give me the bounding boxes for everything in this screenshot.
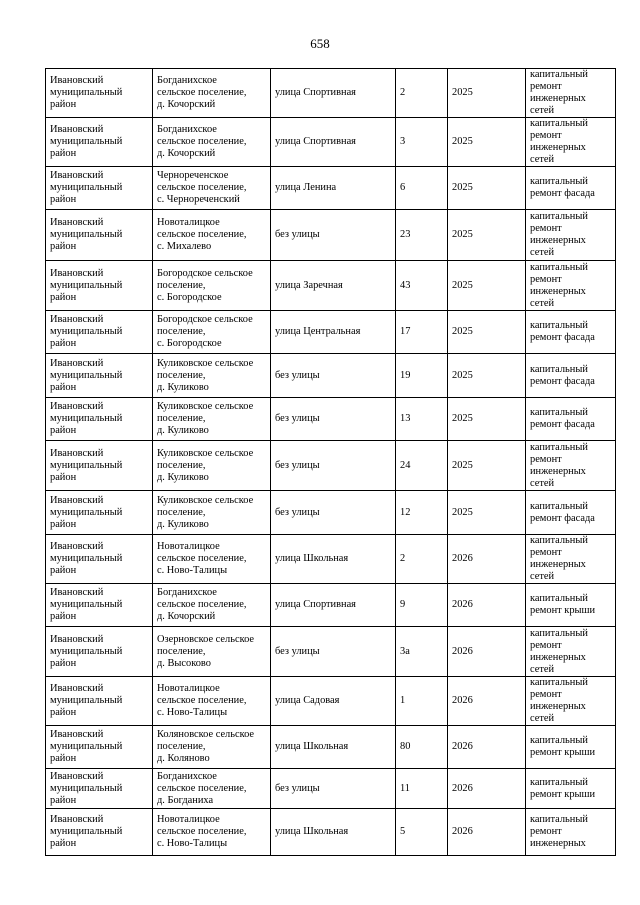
district-cell: Ивановский муниципальный район xyxy=(46,261,153,311)
settlement-cell: Чернореченское сельское поселение, с. Чернореченский xyxy=(153,167,271,210)
house-number-cell: 80 xyxy=(396,726,448,769)
year-cell: 2025 xyxy=(448,118,526,167)
street-cell: без улицы xyxy=(271,627,396,677)
work-type-cell: капитальный ремонт фасада xyxy=(526,354,616,398)
district-cell: Ивановский муниципальный район xyxy=(46,69,153,118)
table-row xyxy=(46,210,616,261)
house-number-cell: 1 xyxy=(396,677,448,726)
house-number-cell: 12 xyxy=(396,491,448,535)
work-type-cell: капитальный ремонт фасада xyxy=(526,167,616,210)
year-cell: 2025 xyxy=(448,491,526,535)
page-number: 658 xyxy=(310,36,330,51)
settlement-cell: Богородское сельское поселение, с. Богородское xyxy=(153,261,271,311)
year-cell: 2026 xyxy=(448,809,526,856)
work-type-cell: капитальный ремонт инженерных сетей xyxy=(526,627,616,677)
table-row xyxy=(46,69,616,118)
table-row xyxy=(46,311,616,354)
house-number-cell: 6 xyxy=(396,167,448,210)
housing-repair-table xyxy=(45,68,616,856)
settlement-cell: Богданихское сельское поселение, д. Богданиха xyxy=(153,769,271,809)
table-row xyxy=(46,809,616,856)
settlement-cell: Озерновское сельское поселение, д. Высоково xyxy=(153,627,271,677)
work-type-cell: капитальный ремонт фасада xyxy=(526,398,616,441)
work-type-cell: капитальный ремонт крыши xyxy=(526,726,616,769)
district-cell: Ивановский муниципальный район xyxy=(46,398,153,441)
street-cell: без улицы xyxy=(271,441,396,491)
settlement-cell: Куликовское сельское поселение, д. Куликово xyxy=(153,354,271,398)
year-cell: 2026 xyxy=(448,535,526,584)
table-row xyxy=(46,627,616,677)
settlement-cell: Новоталицкое сельское поселение, с. Ново-Талицы xyxy=(153,535,271,584)
street-cell: улица Спортивная xyxy=(271,584,396,627)
street-cell: улица Спортивная xyxy=(271,69,396,118)
table-row xyxy=(46,354,616,398)
district-cell: Ивановский муниципальный район xyxy=(46,809,153,856)
year-cell: 2026 xyxy=(448,584,526,627)
street-cell: улица Центральная xyxy=(271,311,396,354)
district-cell: Ивановский муниципальный район xyxy=(46,769,153,809)
year-cell: 2025 xyxy=(448,210,526,261)
settlement-cell: Богородское сельское поселение, с. Богородское xyxy=(153,311,271,354)
year-cell: 2026 xyxy=(448,627,526,677)
street-cell: улица Садовая xyxy=(271,677,396,726)
work-type-cell: капитальный ремонт инженерных xyxy=(526,809,616,856)
district-cell: Ивановский муниципальный район xyxy=(46,441,153,491)
work-type-cell: капитальный ремонт инженерных сетей xyxy=(526,441,616,491)
district-cell: Ивановский муниципальный район xyxy=(46,627,153,677)
table-row xyxy=(46,398,616,441)
settlement-cell: Новоталицкое сельское поселение, с. Ново-Талицы xyxy=(153,809,271,856)
work-type-cell: капитальный ремонт инженерных сетей xyxy=(526,210,616,261)
house-number-cell: 17 xyxy=(396,311,448,354)
work-type-cell: капитальный ремонт крыши xyxy=(526,769,616,809)
street-cell: улица Школьная xyxy=(271,809,396,856)
table-row xyxy=(46,118,616,167)
year-cell: 2026 xyxy=(448,677,526,726)
district-cell: Ивановский муниципальный район xyxy=(46,535,153,584)
street-cell: без улицы xyxy=(271,354,396,398)
year-cell: 2026 xyxy=(448,769,526,809)
district-cell: Ивановский муниципальный район xyxy=(46,118,153,167)
work-type-cell: капитальный ремонт фасада xyxy=(526,311,616,354)
house-number-cell: 19 xyxy=(396,354,448,398)
table-row xyxy=(46,167,616,210)
table-row xyxy=(46,726,616,769)
settlement-cell: Куликовское сельское поселение, д. Куликово xyxy=(153,441,271,491)
year-cell: 2025 xyxy=(448,441,526,491)
house-number-cell: 2 xyxy=(396,69,448,118)
year-cell: 2025 xyxy=(448,398,526,441)
work-type-cell: капитальный ремонт инженерных сетей xyxy=(526,69,616,118)
year-cell: 2025 xyxy=(448,167,526,210)
table-row xyxy=(46,535,616,584)
work-type-cell: капитальный ремонт крыши xyxy=(526,584,616,627)
year-cell: 2025 xyxy=(448,311,526,354)
work-type-cell: капитальный ремонт инженерных сетей xyxy=(526,118,616,167)
street-cell: без улицы xyxy=(271,491,396,535)
district-cell: Ивановский муниципальный район xyxy=(46,210,153,261)
house-number-cell: 24 xyxy=(396,441,448,491)
house-number-cell: 2 xyxy=(396,535,448,584)
table-row xyxy=(46,584,616,627)
table-row xyxy=(46,769,616,809)
district-cell: Ивановский муниципальный район xyxy=(46,677,153,726)
street-cell: без улицы xyxy=(271,398,396,441)
district-cell: Ивановский муниципальный район xyxy=(46,726,153,769)
settlement-cell: Богданихское сельское поселение, д. Кочорский xyxy=(153,584,271,627)
street-cell: улица Ленина xyxy=(271,167,396,210)
house-number-cell: 5 xyxy=(396,809,448,856)
table-row xyxy=(46,441,616,491)
district-cell: Ивановский муниципальный район xyxy=(46,354,153,398)
year-cell: 2025 xyxy=(448,354,526,398)
district-cell: Ивановский муниципальный район xyxy=(46,311,153,354)
house-number-cell: 11 xyxy=(396,769,448,809)
house-number-cell: 13 xyxy=(396,398,448,441)
work-type-cell: капитальный ремонт инженерных сетей xyxy=(526,261,616,311)
settlement-cell: Новоталицкое сельское поселение, с. Михалево xyxy=(153,210,271,261)
street-cell: улица Спортивная xyxy=(271,118,396,167)
house-number-cell: 3а xyxy=(396,627,448,677)
street-cell: без улицы xyxy=(271,210,396,261)
street-cell: улица Школьная xyxy=(271,726,396,769)
street-cell: без улицы xyxy=(271,769,396,809)
settlement-cell: Коляновское сельское поселение, д. Коляново xyxy=(153,726,271,769)
year-cell: 2025 xyxy=(448,261,526,311)
settlement-cell: Куликовское сельское поселение, д. Куликово xyxy=(153,398,271,441)
table-body xyxy=(46,69,616,856)
work-type-cell: капитальный ремонт инженерных сетей xyxy=(526,535,616,584)
house-number-cell: 43 xyxy=(396,261,448,311)
district-cell: Ивановский муниципальный район xyxy=(46,584,153,627)
year-cell: 2026 xyxy=(448,726,526,769)
house-number-cell: 9 xyxy=(396,584,448,627)
street-cell: улица Заречная xyxy=(271,261,396,311)
house-number-cell: 23 xyxy=(396,210,448,261)
work-type-cell: капитальный ремонт фасада xyxy=(526,491,616,535)
work-type-cell: капитальный ремонт инженерных сетей xyxy=(526,677,616,726)
house-number-cell: 3 xyxy=(396,118,448,167)
table-row xyxy=(46,261,616,311)
settlement-cell: Богданихское сельское поселение, д. Кочорский xyxy=(153,118,271,167)
year-cell: 2025 xyxy=(448,69,526,118)
table-row xyxy=(46,491,616,535)
street-cell: улица Школьная xyxy=(271,535,396,584)
settlement-cell: Богданихское сельское поселение, д. Кочорский xyxy=(153,69,271,118)
table-row xyxy=(46,677,616,726)
district-cell: Ивановский муниципальный район xyxy=(46,491,153,535)
settlement-cell: Куликовское сельское поселение, д. Куликово xyxy=(153,491,271,535)
settlement-cell: Новоталицкое сельское поселение, с. Ново-Талицы xyxy=(153,677,271,726)
district-cell: Ивановский муниципальный район xyxy=(46,167,153,210)
